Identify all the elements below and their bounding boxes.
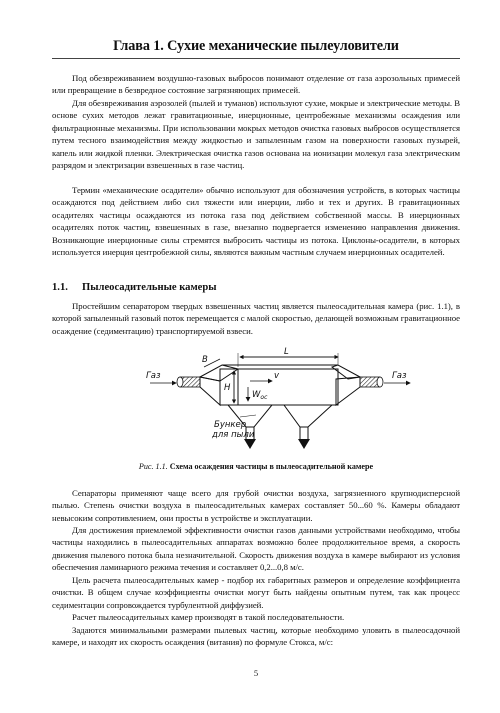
gas-outlet-label: Газ [392,371,407,381]
body-paragraph-2: Для достижения приемлемой эффективности очистки газов данными устройствами необходимо, чтобы частицы находились в пылеосадительных аппаратах возможно более продолжительное время, а скорость движения пылевого потока была незначительной. Скорость движения воздуха в камере выбирают из условия обеспечения ламинарного режима течения и составляет 0,2...0,8 м/с. [52,525,460,573]
intro-paragraph-3: Термин «механические осадители» обычно используют для обозначения устройств, в которых частицы осаждаются под действием либо сил тяжести или инерции, либо и тех и других. В гравитационных осадителях частицы осаждаются из потока газа под действием собственной массы. В инерционных осадителях поток частиц, взвешенных в газе, внезапно подвергается изменению направления движения. Возникающие инерционные силы стремятся выбросить частицы из потока. Циклоны-осадители, в которых используется инерция центробежной силы, являются важным частным случаем инерционных осадителей. [52,185,460,258]
gas-inlet-label: Газ [146,371,161,381]
height-label: H [224,383,231,393]
figure-settling-chamber [144,345,414,453]
figure-caption-prefix: Рис. 1.1. [138,462,168,471]
bunker-label-line1: Бункер [214,420,247,430]
section-title: Пылеосадительные камеры [82,282,217,293]
outlet-nozzle [360,377,383,387]
section-number: 1.1. [52,282,68,293]
figure-caption [52,462,460,471]
length-label: L [284,347,289,357]
page-number: 5 [253,668,259,678]
body-paragraph-5: Задаются минимальными размерами пылевых частиц, которые необходимо уловить в пылеосадочной камере, и находят их скорость осаждения (витания) по формуле Стокса, м/с: [52,625,460,648]
intro-paragraph-1: Под обезвреживанием воздушно-газовых выбросов понимают отделение от газа аэрозольных примесей или превращение в безвредное состояние загрязняющих примесей. [52,73,460,96]
settling-velocity-symbol: W [252,390,261,400]
chapter-title: Глава 1. Сухие механические пылеуловители [113,38,399,54]
settling-velocity-label [252,390,268,401]
width-label: B [202,355,208,365]
body-paragraph-1: Сепараторы применяют чаще всего для грубой очистки воздуха, загрязненного крупнодисперсной пылью. Степень очистки воздуха в пылеосадительных камерах составляет 50...60 %. Камеры обладают невысоким сопротивлением, они просты в устройстве и эксплуатации. [52,488,460,523]
figure-caption-text: Схема осаждения частицы в пылеосадительной камере [169,462,374,471]
body-paragraph-4: Расчет пылеосадительных камер производят в такой последовательности. [72,612,345,622]
section-heading [52,282,217,293]
inlet-nozzle [177,377,200,387]
bunker-label-line2: для пыли [212,430,255,440]
body-paragraph-3: Цель расчета пылеосадительных камер - подбор их габаритных размеров и определение коэффициента очистки. В общем случае коэффициенты очистки могут быть найдены опытным путем, так как процесс седиментации сопровождается турбулентной диффузией. [52,575,460,610]
intro-paragraph-2: Для обезвреживания аэрозолей (пылей и туманов) используют сухие, мокрые и электрические методы. В основе сухих методов лежат гравитационные, инерционные, центробежные механизмы осаждения или фильтрационные механизмы. При использовании мокрых методов очистка газовых выбросов осуществляется путем тесного взаимодействия между жидкостью и запыленным газом на поверхности газовых пузырей, капель или жидкой пленки. Электрическая очистка газов основана на ионизации молекул газа электрическим разрядом и электризации взвешенных в газе частиц. [52,98,460,171]
settling-chamber-diagram [144,345,414,453]
velocity-label: v [274,371,280,381]
section-paragraph: Простейшим сепаратором твердых взвешенных частиц является пылеосадительная камера (рис. 1.1), в которой запыленный газовый поток перемещается с малой скоростью, делающей возможным гравитационное осаждение (седиментацию) транспортируемой взвеси. [52,301,460,336]
title-underline [52,58,460,59]
settling-velocity-subscript: oc [260,394,268,401]
